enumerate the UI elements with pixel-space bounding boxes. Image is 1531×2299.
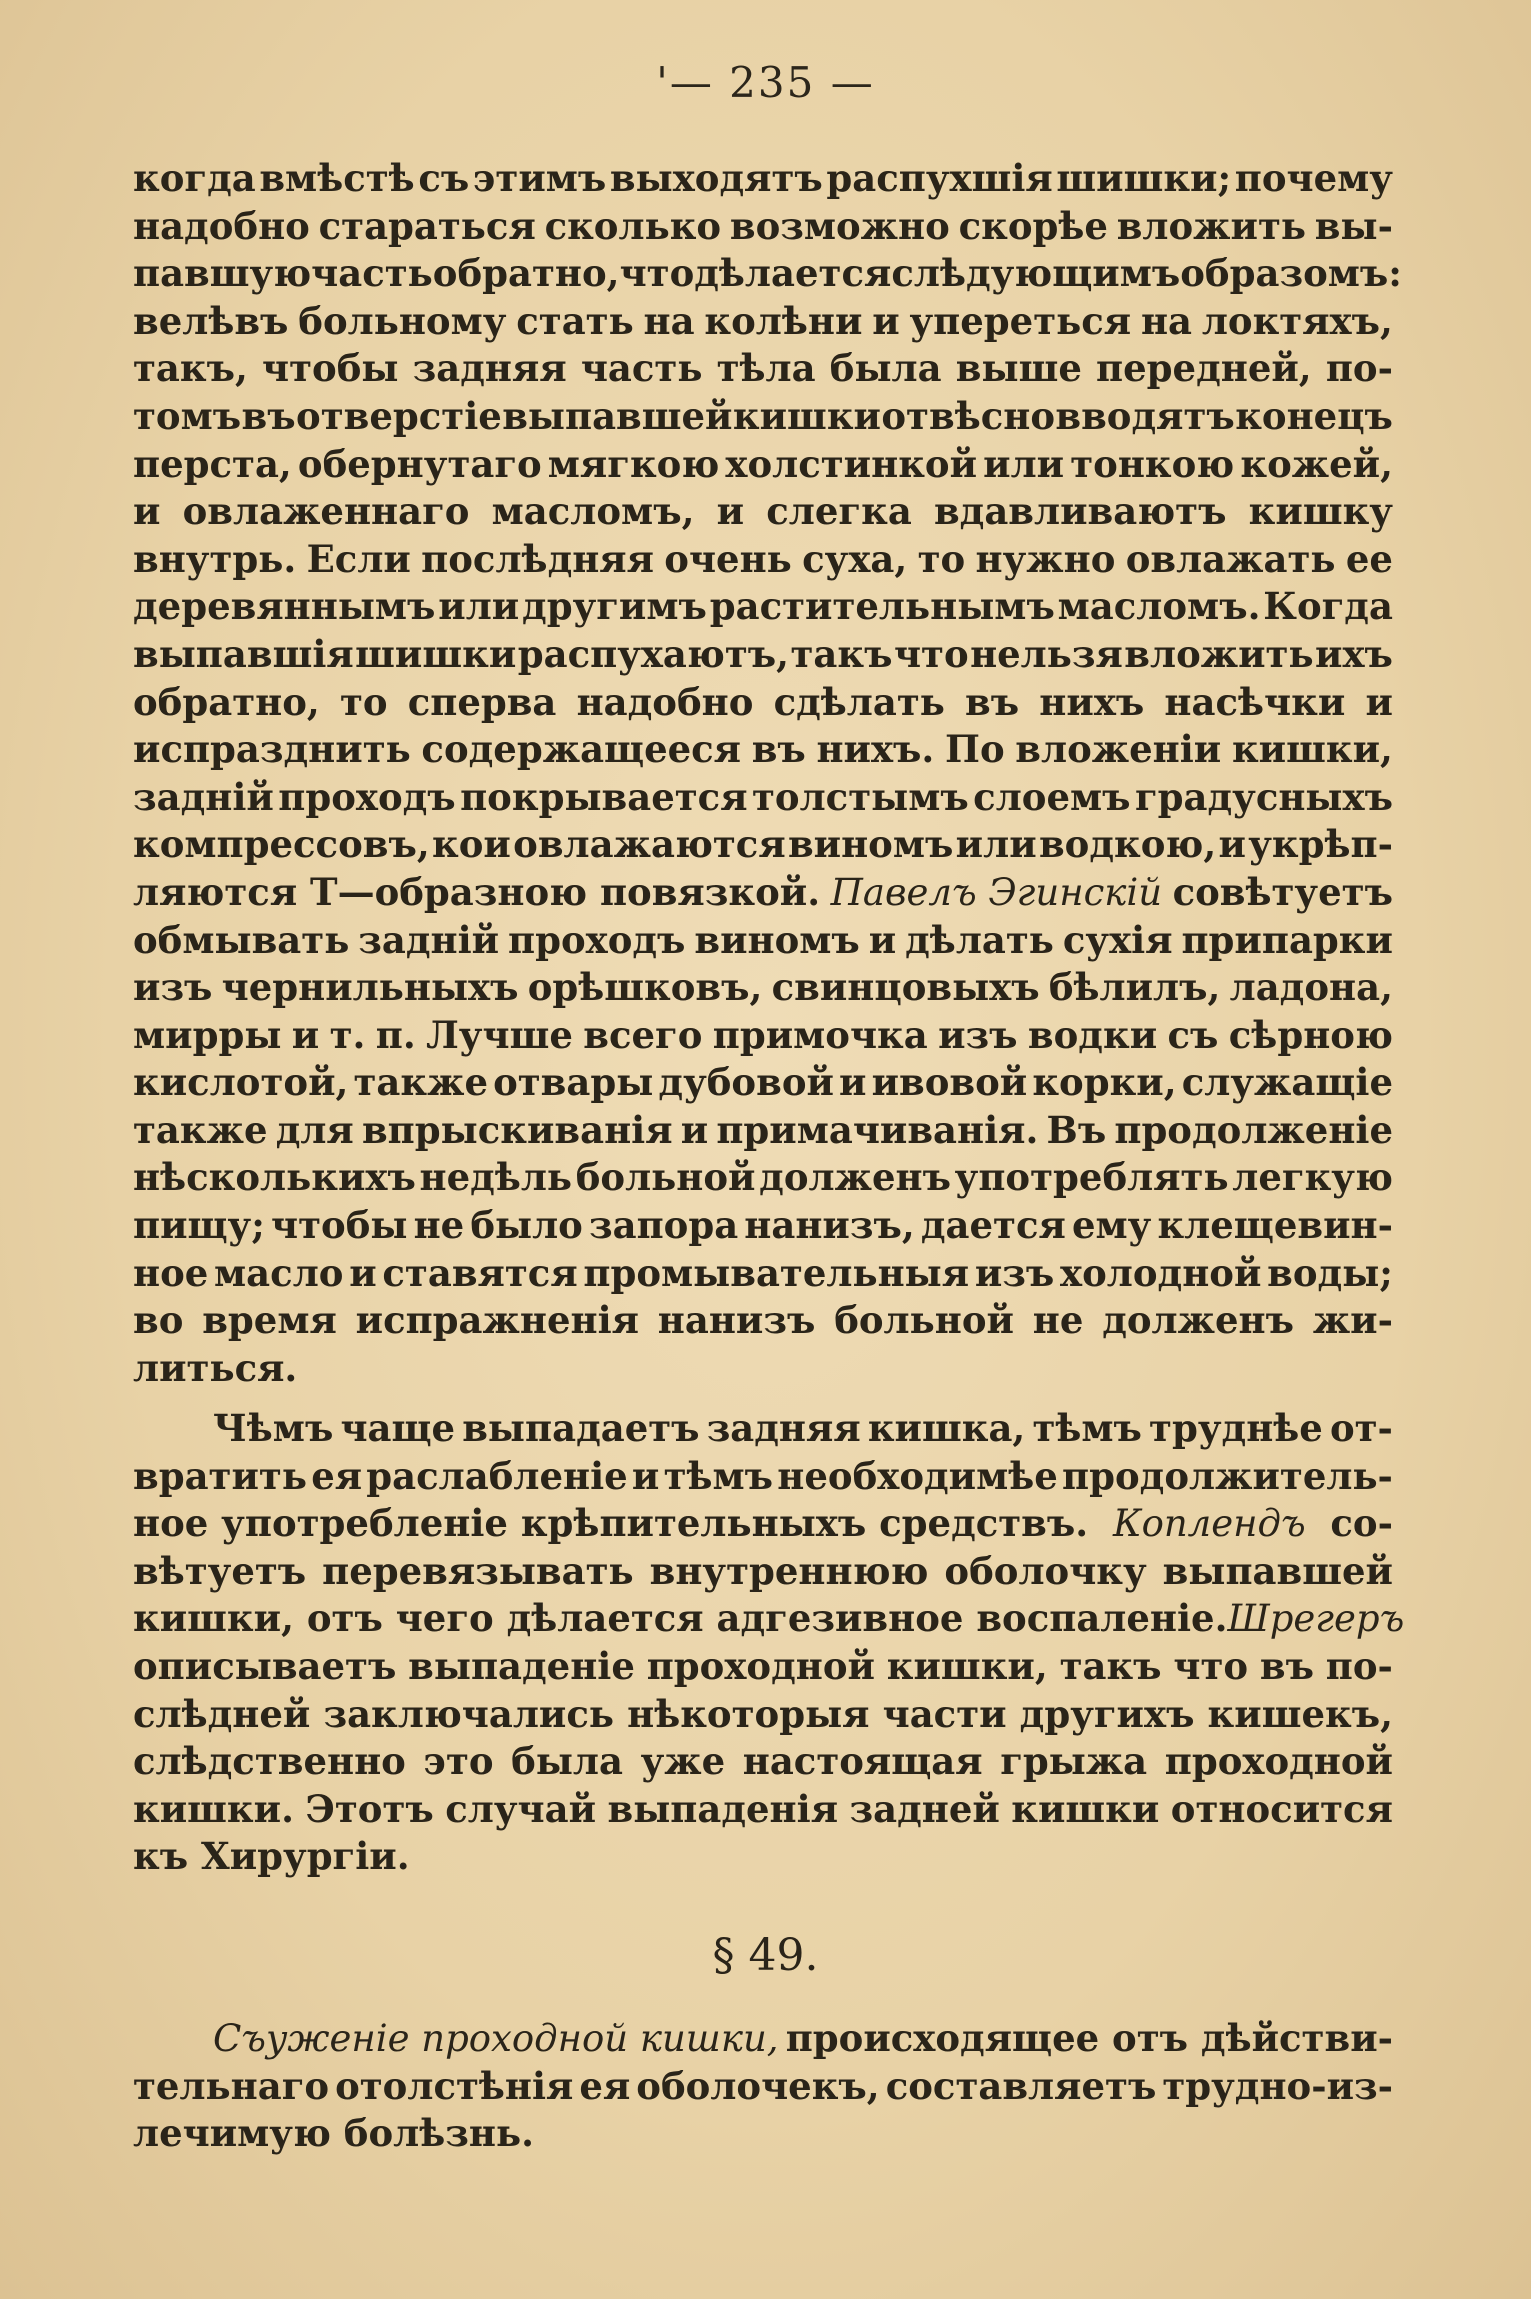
text-line: и овлаженнаго масломъ, и слегка вдавливаютъ кишку (133, 489, 1393, 534)
page-number: '— 235 — (656, 58, 875, 107)
text-line: Съуженіе проходной кишки, происходящее отъ дѣйстви- (133, 2015, 1393, 2063)
text-line: кишки. Этотъ случай выпаденія задней кишки относится (133, 1786, 1393, 1831)
text-line: пищу; чтобы не было запора нанизъ, дается ему клещевин- (133, 1203, 1393, 1248)
text-line: павшую часть обратно, что дѣлается слѣдующимъ образомъ: (133, 251, 1402, 296)
text-line: Чѣмъ чаще выпадаетъ задняя кишка, тѣмъ труднѣе от- (213, 1406, 1393, 1450)
text-line: тельнаго отолстѣнія ея оболочекъ, составляетъ трудно-из- (133, 2063, 1393, 2108)
text-line: также для впрыскиванія и примачиванія. Въ продолженіе (133, 1107, 1393, 1152)
text-line: слѣдственно это была уже настоящая грыжа проходной (133, 1739, 1393, 1784)
paragraph-3 (133, 2015, 1393, 2158)
text-line: такъ, чтобы задняя часть тѣла была выше передней, по- (133, 346, 1393, 391)
text-line: перста, обернутаго мягкою холстинкой или тонкою кожей, (133, 441, 1393, 486)
text-line: во время испражненія нанизъ больной не долженъ жи- (133, 1298, 1393, 1343)
text-line: томъ въ отверстіе выпавшей кишки отвѣсно вводятъ конецъ (133, 393, 1393, 438)
text-line: литься. (133, 1345, 298, 1390)
text-line: описываетъ выпаденіе проходной кишки, такъ что въ по- (133, 1643, 1393, 1688)
text-line: кислотой, также отвары дубовой и ивовой корки, служащіе (133, 1060, 1393, 1105)
text-line: когда вмѣстѣ съ этимъ выходятъ распухшія шишки; почему (133, 156, 1393, 200)
paragraph-1 (133, 155, 1402, 1392)
text-line: ляются Т—образною повязкой. Павелъ Эгинскій совѣтуетъ (133, 869, 1393, 917)
text-line: ное масло и ставятся промывательныя изъ холодной воды; (133, 1250, 1393, 1295)
term-italic: Съуженіе проходной кишки, (213, 2017, 779, 2060)
text-line: обратно, то сперва надобно сдѣлать въ нихъ насѣчки и (133, 679, 1393, 724)
text-line: ное употребленіе крѣпительныхъ средствъ. Коплендъ со- (133, 1500, 1393, 1548)
text-line: кишки, отъ чего дѣлается адгезивное воспаленіе. Шрегеръ (133, 1595, 1393, 1643)
text-line: слѣдней заключались нѣкоторыя части другихъ кишекъ, (133, 1691, 1393, 1736)
text-line: компрессовъ, кои овлажаются виномъ или водкою, и укрѣп- (133, 822, 1393, 867)
text-line: къ Хирургіи. (133, 1834, 410, 1879)
author-name: Павелъ Эгинскій (830, 870, 1163, 914)
text-line: вѣтуетъ перевязывать внутреннюю оболочку выпавшей (133, 1548, 1393, 1593)
text-line: изъ чернильныхъ орѣшковъ, свинцовыхъ бѣлилъ, ладона, (133, 965, 1393, 1010)
text-line: велѣвъ больному стать на колѣни и упереться на локтяхъ, (133, 298, 1393, 343)
author-name: Шрегеръ (1227, 1597, 1405, 1641)
text-line: деревяннымъ или другимъ растительнымъ масломъ. Когда (133, 584, 1393, 629)
paragraph-2 (133, 1405, 1405, 1881)
text-line: мирры и т. п. Лучше всего примочка изъ водки съ сѣрною (133, 1012, 1393, 1057)
section-heading: § 49. (712, 1930, 819, 1981)
text-line: испразднить содержащееся въ нихъ. По вложеніи кишки, (133, 727, 1393, 772)
text-line: надобно стараться сколько возможно скорѣе вложить вы- (133, 203, 1393, 248)
author-name: Коплендъ (1112, 1502, 1306, 1546)
text-line: внутрь. Если послѣдняя очень суха, то нужно овлажать ее (133, 536, 1393, 581)
text-line: нѣсколькихъ недѣль больной долженъ употреблять легкую (133, 1155, 1393, 1200)
text-line: лечимую болѣзнь. (133, 2111, 534, 2156)
text-line: вратить ея раслабленіе и тѣмъ необходимѣе продолжитель- (133, 1453, 1393, 1498)
text-line: заднiй проходъ покрывается толстымъ слоемъ градусныхъ (133, 774, 1393, 819)
text-line: обмывать заднiй проходъ виномъ и дѣлать сухія припарки (133, 917, 1393, 962)
text-line: выпавшія шишки распухаютъ, такъ что нельзя вложить ихъ (133, 631, 1393, 676)
